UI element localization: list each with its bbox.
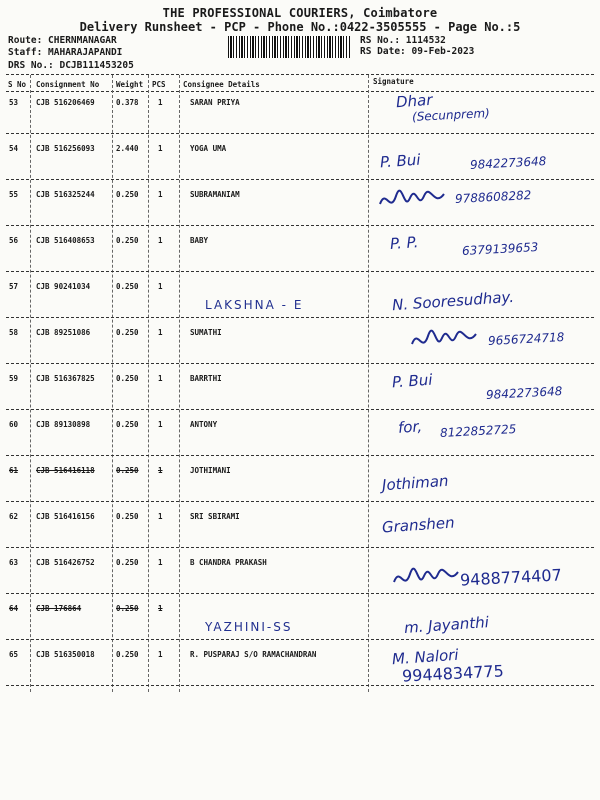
runsheet-subtitle: Delivery Runsheet - PCP - Phone No.:0422-3505555 - Page No.:5: [79, 20, 521, 34]
column-divider: [30, 75, 31, 692]
rs-number: RS No.: 1114532: [360, 35, 446, 46]
serial-number: 65: [9, 650, 19, 659]
handwritten-signature: m. Jayanthi: [403, 613, 490, 637]
pieces-count: 1: [158, 466, 163, 475]
route-label: Route: CHERNMANAGAR: [8, 35, 117, 46]
row-divider: [6, 225, 594, 226]
consignment-number: CJB 516350018: [36, 650, 95, 659]
handwritten-phone: 9842273648: [485, 384, 563, 402]
col-weight: Weight: [116, 80, 144, 89]
pieces-count: 1: [158, 650, 163, 659]
pieces-count: 1: [158, 512, 163, 521]
consignee-name: YOGA UMA: [190, 144, 227, 153]
serial-number: 53: [9, 98, 19, 107]
col-consignee: Consignee Details: [183, 80, 260, 89]
consignment-number: CJB 176864: [36, 604, 82, 613]
consignee-name: B CHANDRA PRAKASH: [190, 558, 267, 567]
col-consignment: Consignment No: [36, 80, 100, 89]
scribbled-signature: [378, 186, 448, 216]
consignee-name: JOTHIMANI: [190, 466, 231, 475]
consignee-name: BARRTHI: [190, 374, 222, 383]
weight-value: 0.250: [116, 650, 139, 659]
row-divider: [6, 133, 594, 134]
row-divider: [6, 455, 594, 456]
staff-label: Staff: MAHARAJAPANDI: [8, 47, 123, 58]
pieces-count: 1: [158, 420, 163, 429]
scribbled-signature: [410, 326, 480, 356]
weight-value: 0.250: [116, 604, 139, 613]
handwritten-phone: 9788608282: [454, 188, 532, 206]
handwritten-signature: P. P.: [389, 233, 419, 253]
handwritten-phone: 9488774407: [459, 565, 563, 590]
consignee-name: SARAN PRIYA: [190, 98, 240, 107]
consignment-number: CJB 516408653: [36, 236, 95, 245]
weight-value: 0.250: [116, 466, 139, 475]
column-divider: [179, 75, 180, 692]
barcode-image: [228, 36, 350, 58]
row-divider: [6, 317, 594, 318]
column-divider: [368, 75, 369, 692]
pieces-count: 1: [158, 282, 163, 291]
weight-value: 0.250: [116, 374, 139, 383]
scribbled-signature: [392, 564, 462, 594]
row-divider: [6, 639, 594, 640]
handwritten-signature: P. Bui: [379, 150, 422, 172]
consignee-name: BABY: [190, 236, 209, 245]
handwritten-phone: 9944834775: [401, 661, 505, 686]
handwritten-signature: for,: [397, 417, 423, 437]
weight-value: 0.250: [116, 420, 139, 429]
handwritten-signature: P. Bui: [391, 370, 434, 392]
weight-value: 0.250: [116, 282, 139, 291]
weight-value: 0.250: [116, 190, 139, 199]
handwritten-signature: Jothiman: [381, 471, 450, 495]
handwritten-phone: 6379139653: [461, 240, 539, 258]
weight-value: 0.250: [116, 512, 139, 521]
consignee-name: ANTONY: [190, 420, 218, 429]
row-divider: [6, 409, 594, 410]
pieces-count: 1: [158, 98, 163, 107]
handwritten-signature: Granshen: [381, 513, 456, 537]
serial-number: 54: [9, 144, 19, 153]
consignment-number: CJB 516367825: [36, 374, 95, 383]
consignment-number: CJB 516325244: [36, 190, 95, 199]
pieces-count: 1: [158, 190, 163, 199]
weight-value: 2.440: [116, 144, 139, 153]
consignee-name: SUBRAMANIAM: [190, 190, 240, 199]
serial-number: 57: [9, 282, 19, 291]
header-rule-top: [6, 74, 594, 75]
serial-number: 58: [9, 328, 19, 337]
handwritten-phone: (Secunprem): [411, 105, 491, 125]
handwritten-consignee: YAZHINI-SS: [205, 620, 293, 634]
consignment-number: CJB 89130898: [36, 420, 91, 429]
row-divider: [6, 501, 594, 502]
serial-number: 59: [9, 374, 19, 383]
handwritten-signature: Dhar: [395, 90, 434, 112]
column-divider: [112, 75, 113, 692]
consignment-number: CJB 516426752: [36, 558, 95, 567]
weight-value: 0.250: [116, 558, 139, 567]
pieces-count: 1: [158, 328, 163, 337]
company-title: THE PROFESSIONAL COURIERS, Coimbatore: [162, 6, 438, 20]
row-divider: [6, 271, 594, 272]
serial-number: 63: [9, 558, 19, 567]
col-pcs: PCS: [152, 80, 166, 89]
consignment-number: CJB 90241034: [36, 282, 91, 291]
row-divider: [6, 547, 594, 548]
drs-number: DRS No.: DCJB111453205: [8, 60, 134, 71]
consignment-number: CJB 516416156: [36, 512, 95, 521]
handwritten-signature: M. Nalori: [391, 645, 460, 669]
weight-value: 0.250: [116, 236, 139, 245]
handwritten-consignee: LAKSHNA - E: [205, 298, 304, 312]
weight-value: 0.250: [116, 328, 139, 337]
pieces-count: 1: [158, 604, 163, 613]
row-divider: [6, 179, 594, 180]
consignment-number: CJB 516256093: [36, 144, 95, 153]
consignment-number: CJB 516206469: [36, 98, 95, 107]
weight-value: 0.378: [116, 98, 139, 107]
consignee-name: R. PUSPARAJ S/O RAMACHANDRAN: [190, 650, 317, 659]
consignment-number: CJB 89251086: [36, 328, 91, 337]
column-divider: [148, 75, 149, 692]
handwritten-phone: 8122852725: [439, 422, 517, 440]
serial-number: 60: [9, 420, 19, 429]
consignee-name: SRI SBIRAMI: [190, 512, 240, 521]
row-divider: [6, 593, 594, 594]
row-divider: [6, 363, 594, 364]
serial-number: 64: [9, 604, 19, 613]
col-sno: S No: [8, 80, 27, 89]
serial-number: 62: [9, 512, 19, 521]
serial-number: 55: [9, 190, 19, 199]
handwritten-signature: N. Sooresudhay.: [391, 287, 515, 315]
serial-number: 61: [9, 466, 19, 475]
pieces-count: 1: [158, 236, 163, 245]
handwritten-phone: 9842273648: [469, 154, 547, 172]
rs-date: RS Date: 09-Feb-2023: [360, 46, 475, 57]
pieces-count: 1: [158, 144, 163, 153]
handwritten-phone: 9656724718: [487, 330, 565, 348]
serial-number: 56: [9, 236, 19, 245]
consignee-name: SUMATHI: [190, 328, 222, 337]
pieces-count: 1: [158, 558, 163, 567]
pieces-count: 1: [158, 374, 163, 383]
header-rule-bottom: [6, 91, 594, 92]
col-signature: Signature: [373, 77, 414, 86]
consignment-number: CJB 516416118: [36, 466, 95, 475]
row-divider: [6, 685, 594, 686]
